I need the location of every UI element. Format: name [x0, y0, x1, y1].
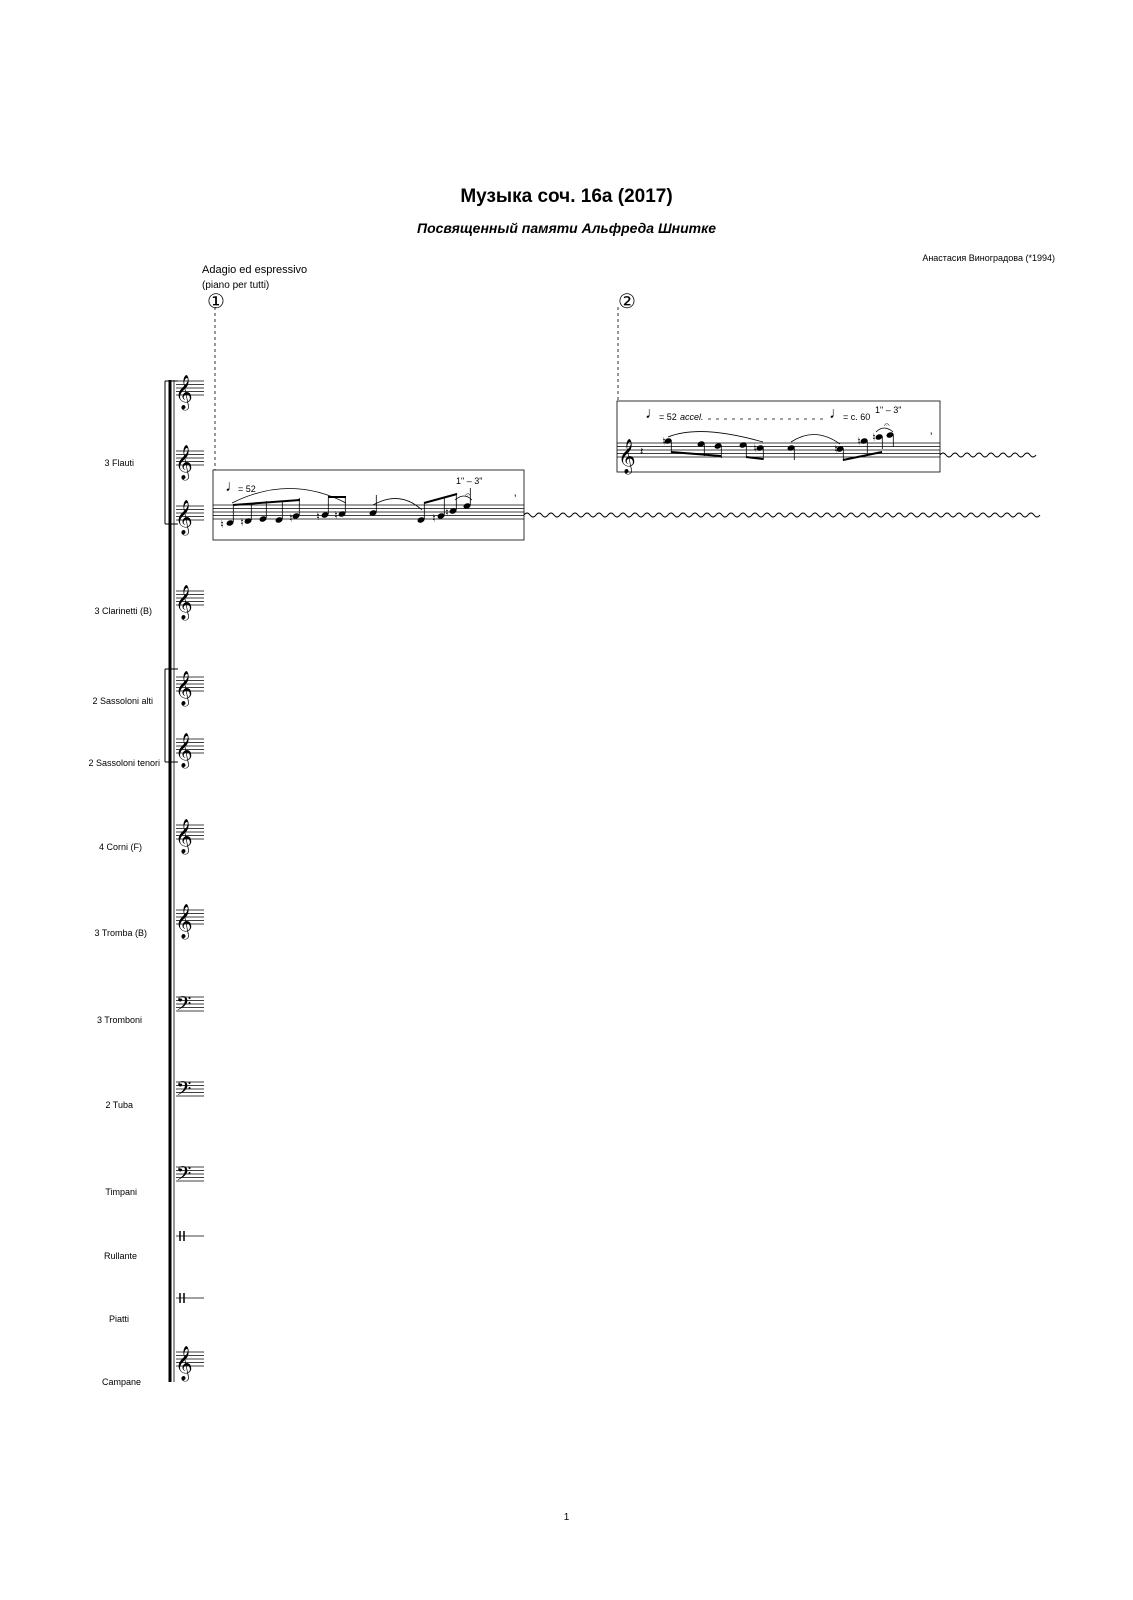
natural-accidental-icon: ♮ [857, 436, 861, 448]
natural-accidental-icon: ♮ [240, 517, 244, 529]
tempo-instruction: (piano per tutti) [202, 280, 270, 291]
fermata-icon: 𝄐 [884, 420, 890, 431]
natural-accidental-icon: ♮ [753, 443, 757, 455]
cell-2-metronome: = 52 [659, 412, 677, 422]
natural-accidental-icon: ♮ [220, 519, 224, 531]
cell-2-slur [791, 434, 840, 444]
cell-2-slur [668, 432, 763, 442]
instrument-label-tromba: 3 Tromba (B) [94, 928, 147, 938]
treble-clef-icon: 𝄞 [175, 586, 193, 619]
treble-clef-icon: 𝄞 [175, 820, 193, 853]
rehearsal-mark-2: ② [618, 291, 636, 313]
bass-clef-icon: 𝄢 [176, 1163, 192, 1190]
bass-clef-icon: 𝄢 [176, 993, 192, 1020]
breath-mark-icon: ’ [514, 493, 517, 505]
instrument-label-sassoloni-alti: 2 Sassoloni alti [92, 696, 153, 706]
instrument-label-clarinetti: 3 Clarinetti (B) [94, 606, 152, 616]
treble-clef-icon: 𝄞 [175, 446, 193, 479]
natural-accidental-icon: ♮ [662, 436, 666, 448]
cell-1-beam [424, 494, 457, 503]
treble-clef-icon: 𝄞 [175, 905, 193, 938]
cell-2-metronome-end: = c. 60 [843, 412, 871, 422]
eighth-rest-icon: 𝄽 [640, 446, 644, 458]
natural-accidental-icon: ♮ [445, 507, 449, 519]
fermata-icon: 𝄐 [465, 490, 471, 501]
natural-accidental-icon: ♮ [316, 511, 320, 523]
natural-accidental-icon: ♮ [289, 513, 293, 525]
natural-accidental-icon: ♮ [872, 432, 876, 444]
treble-clef-icon: 𝄞 [175, 376, 193, 409]
natural-accidental-icon: ♮ [432, 513, 436, 525]
instrument-label-piatti: Piatti [108, 1314, 129, 1324]
tempo-marking: Adagio ed espressivo [202, 264, 308, 276]
treble-clef-icon: 𝄞 [618, 440, 636, 473]
instrument-label-flauti: 3 Flauti [104, 458, 134, 468]
cell-1-duration: 1" – 3" [456, 476, 483, 486]
instrument-label-corni: 4 Corni (F) [98, 842, 142, 852]
natural-accidental-icon: ♮ [334, 510, 338, 522]
instrument-label-tromboni: 3 Tromboni [96, 1015, 142, 1025]
treble-clef-icon: 𝄞 [175, 501, 193, 534]
quarter-note-icon: ♩ [645, 405, 661, 422]
quarter-note-icon: ♩ [829, 405, 845, 422]
cell-2-continuation-wave [940, 453, 1036, 457]
treble-clef-icon: 𝄞 [175, 734, 193, 767]
page-title: Музыка соч. 16а (2017) [460, 186, 673, 207]
cell-2-duration: 1" – 3" [875, 405, 902, 415]
instrument-label-rullante: Rullante [103, 1251, 137, 1261]
cell-1-continuation-wave [524, 513, 1040, 517]
bass-clef-icon: 𝄢 [176, 1078, 192, 1105]
cell-1-metronome: = 52 [238, 484, 256, 494]
quarter-note-icon: ♩ [225, 478, 241, 495]
page-subtitle: Посвященный памяти Альфреда Шнитке [417, 220, 716, 236]
cell-2-accel: accel. [680, 412, 704, 422]
instrument-label-tuba: 2 Tuba [105, 1100, 133, 1110]
instrument-label-sassoloni-tenori: 2 Sassoloni tenori [88, 758, 160, 768]
rehearsal-mark-1: ① [207, 291, 225, 313]
composer-credit: Анастасия Виноградова (*1994) [922, 253, 1055, 263]
breath-mark-icon: ’ [930, 431, 933, 443]
instrument-label-campane: Campane [101, 1377, 141, 1387]
natural-accidental-icon: ♮ [834, 444, 838, 456]
page-number: 1 [563, 1512, 570, 1523]
treble-clef-icon: 𝄞 [175, 1347, 193, 1380]
instrument-label-timpani: Timpani [105, 1187, 137, 1197]
treble-clef-icon: 𝄞 [175, 672, 193, 705]
cell-2-beam [671, 452, 721, 456]
